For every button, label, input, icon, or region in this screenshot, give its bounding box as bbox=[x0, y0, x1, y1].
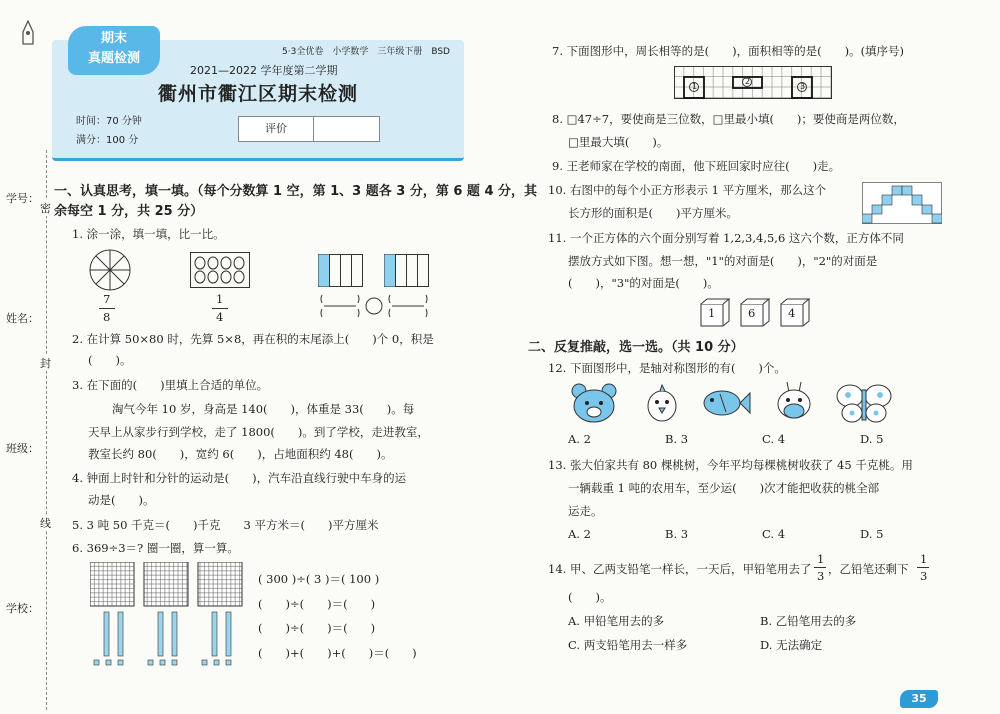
q14-mid: ，乙铅笔还剩下 bbox=[828, 562, 909, 576]
term: 2021—2022 学年度第二学期 bbox=[190, 64, 338, 77]
frac-line-1 bbox=[99, 308, 115, 309]
q14-frac1-num: 1 bbox=[817, 552, 825, 566]
circle-figure bbox=[88, 248, 132, 292]
q14-opt-d: D. 无法确定 bbox=[760, 638, 823, 652]
q13-opt-a: A. 2 bbox=[568, 527, 591, 541]
side-label-class: 班级： bbox=[6, 442, 39, 455]
q5: 5. 3 吨 50 千克＝( )千克 3 平方米＝( )平方厘米 bbox=[72, 518, 379, 532]
chick-icon bbox=[640, 382, 684, 424]
q11-line3: ( )，"3"的对面是( )。 bbox=[568, 276, 719, 290]
shape-num-1: 1 bbox=[692, 82, 698, 91]
q6-eq2: ( )÷( )＝( ) bbox=[258, 597, 376, 611]
full-score: 满分：100 分 bbox=[76, 135, 139, 146]
cut-mark-3: 线 bbox=[40, 517, 51, 530]
q13: 13. 张大伯家共有 80 棵桃树，今年平均每棵桃树收获了 45 千克桃。用 bbox=[548, 458, 913, 472]
frac-1: 1 bbox=[216, 292, 224, 306]
q6-eq1: ( 300 )÷( 3 )＝( 100 ) bbox=[258, 572, 380, 586]
q13-line3: 运走。 bbox=[568, 504, 603, 518]
staircase-figure bbox=[862, 182, 942, 224]
q8-cont: □里最大填( )。 bbox=[568, 135, 669, 149]
section-1-title-cont: 余每空 1 分，共 25 分） bbox=[54, 204, 204, 219]
giraffe-icon bbox=[772, 380, 816, 424]
exam-title: 衢州市衢江区期末检测 bbox=[158, 83, 359, 105]
rocket-icon bbox=[20, 20, 36, 50]
q4-cont: 动是( )。 bbox=[88, 493, 155, 507]
base-ten-blocks bbox=[90, 562, 250, 668]
q12-opt-a: A. 2 bbox=[568, 432, 591, 446]
q13-opt-d: D. 5 bbox=[860, 527, 884, 541]
die-face-1: 1 bbox=[708, 306, 716, 320]
q14: 14. 甲、乙两支铅笔一样长，一天后，甲铅笔用去了 bbox=[548, 562, 812, 576]
frac-4: 4 bbox=[216, 310, 224, 324]
q4: 4. 钟面上时针和分针的运动是( )，汽车沿直线行驶中车身的运 bbox=[72, 471, 407, 485]
q12-opt-c: C. 4 bbox=[762, 432, 786, 446]
q13-line2: 一辆载重 1 吨的农用车，至少运( )次才能把收获的桃全部 bbox=[568, 481, 880, 495]
q11-line2: 摆放方式如下图。想一想，"1"的对面是( )，"2"的对面是 bbox=[568, 254, 878, 268]
q6: 6. 369÷3＝? 圈一圈，算一算。 bbox=[72, 541, 239, 555]
q3-line2: 天早上从家步行到学校，走了 1800( )。到了学校，走进教室， bbox=[88, 425, 429, 439]
side-label-school: 学校： bbox=[6, 602, 39, 615]
side-label-name: 姓名： bbox=[6, 312, 39, 325]
q14-opt-a: A. 甲铅笔用去的多 bbox=[568, 614, 665, 628]
q14-frac1-line bbox=[814, 567, 826, 568]
q6-eq4: ( )+( )+( )＝( ) bbox=[258, 646, 417, 660]
exam-badge: 期末 真题检测 bbox=[68, 26, 160, 75]
cut-line bbox=[46, 150, 47, 710]
q14-opt-c: C. 两支铅笔用去一样多 bbox=[568, 638, 688, 652]
shape-num-2: 2 bbox=[745, 77, 751, 86]
q13-opt-c: C. 4 bbox=[762, 527, 786, 541]
compare-blanks bbox=[320, 292, 430, 322]
frac-8: 8 bbox=[103, 310, 111, 324]
q14-answer: ( )。 bbox=[568, 590, 612, 604]
time-limit: 时间：70 分钟 bbox=[76, 116, 142, 127]
series-info: 5·3全优卷 小学数学 三年级下册 BSD bbox=[282, 47, 450, 57]
q12-opt-b: B. 3 bbox=[665, 432, 689, 446]
q6-eq3: ( )÷( )＝( ) bbox=[258, 621, 376, 635]
cut-mark-2: 封 bbox=[40, 357, 51, 370]
q14-opt-b: B. 乙铅笔用去的多 bbox=[760, 614, 857, 628]
q10: 10. 右图中的每个小正方形表示 1 平方厘米，那么这个 bbox=[548, 183, 827, 197]
q7: 7. 下面图形中，周长相等的是( )，面积相等的是( )。(填序号) bbox=[552, 44, 905, 58]
fish-icon bbox=[700, 384, 752, 422]
cut-mark-1: 密 bbox=[40, 202, 51, 215]
butterfly-icon bbox=[836, 382, 892, 424]
q2-cont: ( )。 bbox=[88, 353, 132, 367]
q12: 12. 下面图形中，是轴对称图形的有( )个。 bbox=[548, 361, 786, 375]
q14-frac1-den: 3 bbox=[817, 569, 825, 583]
q14-frac2-line bbox=[917, 567, 929, 568]
side-label-id: 学号： bbox=[6, 192, 39, 205]
score-box: 评价 bbox=[238, 116, 380, 142]
section-1-title: 一、认真思考，填一填。（每个分数算 1 空，第 1、3 题各 3 分，第 6 题 4 分，其 bbox=[54, 184, 538, 199]
page-number: 35 bbox=[900, 690, 938, 708]
shape-num-3: 3 bbox=[800, 82, 806, 91]
q9: 9. 王老师家在学校的南面，他下班回家时应往( )走。 bbox=[552, 159, 841, 173]
q12-opt-d: D. 5 bbox=[860, 432, 884, 446]
die-face-3: 4 bbox=[788, 306, 796, 320]
frac-line-2 bbox=[212, 308, 228, 309]
q3-line1: 淘气今年 10 岁，身高是 140( )，体重是 33( )。每 bbox=[112, 402, 415, 416]
strip-figures bbox=[318, 254, 430, 288]
section-2-title: 二、反复推敲，选一选。（共 10 分） bbox=[528, 340, 744, 355]
die-face-2: 6 bbox=[748, 306, 756, 320]
q14-frac2-den: 3 bbox=[920, 569, 928, 583]
q10-cont: 长方形的面积是( )平方厘米。 bbox=[568, 206, 738, 220]
q2: 2. 在计算 50×80 时，先算 5×8，再在积的末尾添上( )个 0，积是 bbox=[72, 332, 434, 346]
oval-figure bbox=[190, 252, 250, 288]
grid-shapes bbox=[674, 66, 832, 100]
q8: 8. □47÷7，要使商是三位数，□里最小填( )；要使商是两位数， bbox=[552, 112, 905, 126]
q11: 11. 一个正方体的六个面分别写着 1,2,3,4,5,6 这六个数，正方体不同 bbox=[548, 231, 904, 245]
frac-7: 7 bbox=[103, 292, 111, 306]
q13-opt-b: B. 3 bbox=[665, 527, 689, 541]
q3: 3. 在下面的( )里填上合适的单位。 bbox=[72, 378, 269, 392]
q1: 1. 涂一涂，填一填，比一比。 bbox=[72, 227, 225, 241]
bear-icon bbox=[570, 382, 618, 424]
q14-frac2-num: 1 bbox=[920, 552, 928, 566]
q3-line3: 教室长约 80( )，宽约 6( )，占地面积约 48( )。 bbox=[88, 447, 393, 461]
